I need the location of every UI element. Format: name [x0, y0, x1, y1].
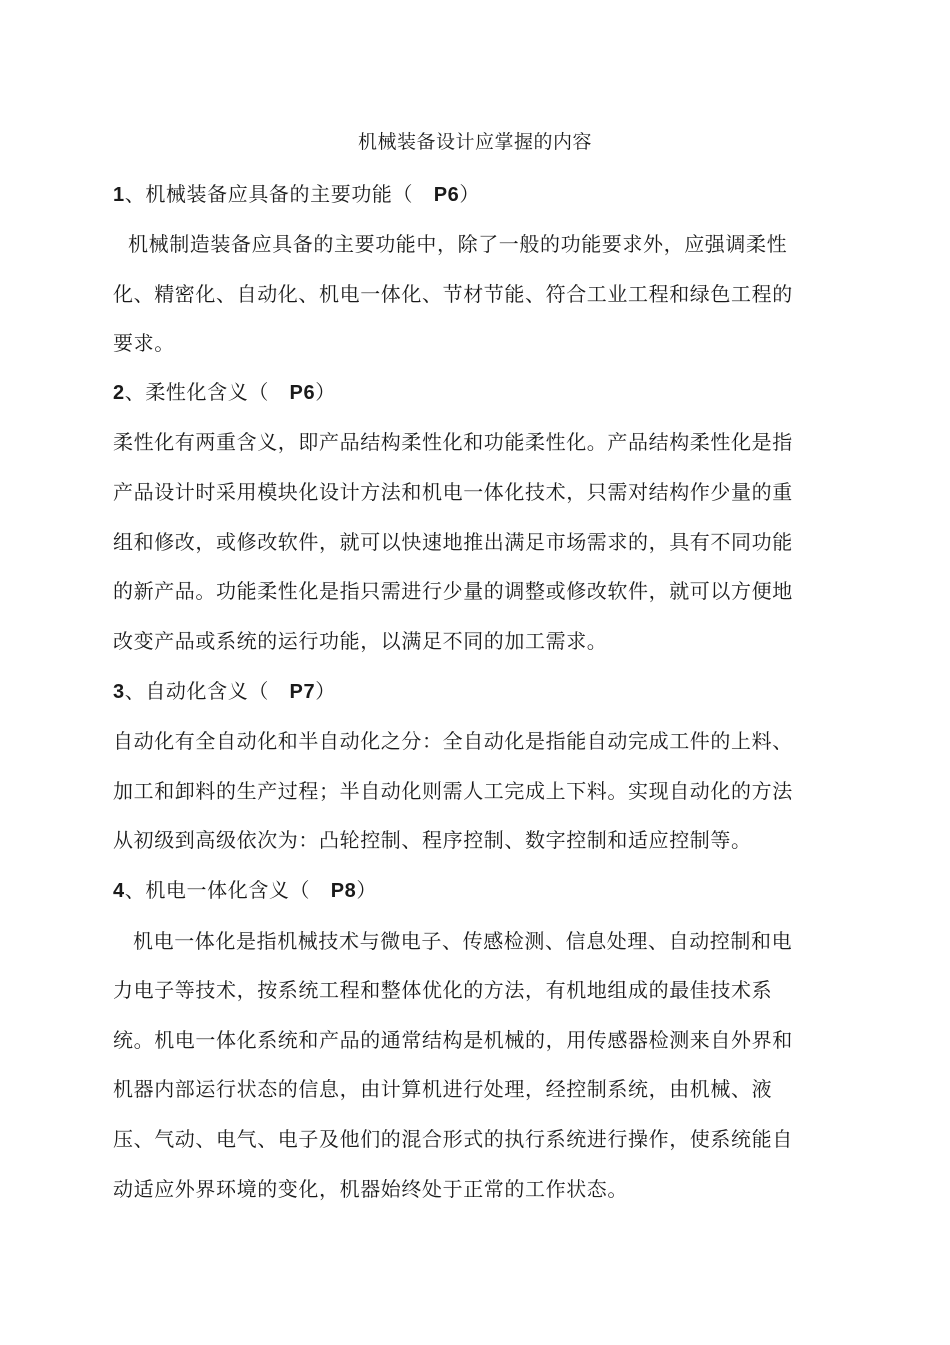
page-reference: P8 — [330, 880, 357, 902]
section-heading-text: 、机电一体化含义（ — [124, 878, 331, 902]
section-1-heading — [113, 180, 813, 209]
section-4-heading — [113, 876, 813, 905]
paragraph-line: 产品设计时采用模块化设计方法和机电一体化技术，只需对结构作少量的重 — [113, 480, 793, 504]
section-heading-close: ） — [315, 380, 336, 404]
paragraph-line: 统。机电一体化系统和产品的通常结构是机械的，用传感器检测来自外界和 — [113, 1028, 793, 1052]
paragraph-line: 加工和卸料的生产过程；半自动化则需人工完成上下料。实现自动化的方法 — [113, 779, 793, 803]
page-reference: P6 — [289, 382, 316, 404]
section-number: 4 — [113, 880, 125, 902]
paragraph-line: 力电子等技术，按系统工程和整体优化的方法，有机地组成的最佳技术系 — [113, 978, 773, 1002]
paragraph-line: 改变产品或系统的运行功能，以满足不同的加工需求。 — [113, 629, 608, 653]
paragraph-line: 自动化有全自动化和半自动化之分：全自动化是指能自动完成工件的上料、 — [113, 729, 793, 753]
paragraph-line: 的新产品。功能柔性化是指只需进行少量的调整或修改软件，就可以方便地 — [113, 579, 793, 603]
section-number: 3 — [113, 681, 125, 703]
page-reference: P6 — [433, 184, 460, 206]
section-number: 1 — [113, 184, 125, 206]
paragraph-line: 动适应外界环境的变化，机器始终处于正常的工作状态。 — [113, 1177, 628, 1201]
paragraph-line: 组和修改，或修改软件，就可以快速地推出满足市场需求的，具有不同功能 — [113, 530, 793, 554]
section-heading-close: ） — [459, 182, 481, 206]
section-heading-close: ） — [356, 878, 378, 902]
section-heading-text: 、自动化含义（ — [124, 679, 290, 703]
paragraph-line: 机器内部运行状态的信息，由计算机进行处理，经控制系统，由机械、液 — [113, 1077, 773, 1101]
paragraph-line: 要求。 — [113, 331, 175, 355]
page-reference: P7 — [289, 681, 316, 703]
paragraph-line: 压、气动、电气、电子及他们的混合形式的执行系统进行操作，使系统能自 — [113, 1127, 793, 1151]
document-title: 机械装备设计应掌握的内容 — [357, 131, 592, 153]
paragraph-line: 从初级到高级依次为：凸轮控制、程序控制、数字控制和适应控制等。 — [113, 828, 752, 852]
section-heading-close: ） — [315, 679, 336, 703]
section-heading-text: 、柔性化含义（ — [124, 380, 290, 404]
section-heading-text: 、机械装备应具备的主要功能（ — [124, 182, 434, 206]
section-number: 2 — [113, 382, 125, 404]
section-2-heading — [113, 378, 813, 407]
paragraph-line: 机械制造装备应具备的主要功能中，除了一般的功能要求外，应强调柔性 — [128, 232, 788, 256]
paragraph-line: 机电一体化是指机械技术与微电子、传感检测、信息处理、自动控制和电 — [133, 929, 793, 953]
section-3-heading — [113, 677, 813, 706]
paragraph-line: 柔性化有两重含义，即产品结构柔性化和功能柔性化。产品结构柔性化是指 — [113, 430, 793, 454]
paragraph-line: 化、精密化、自动化、机电一体化、节材节能、符合工业工程和绿色工程的 — [113, 282, 793, 306]
